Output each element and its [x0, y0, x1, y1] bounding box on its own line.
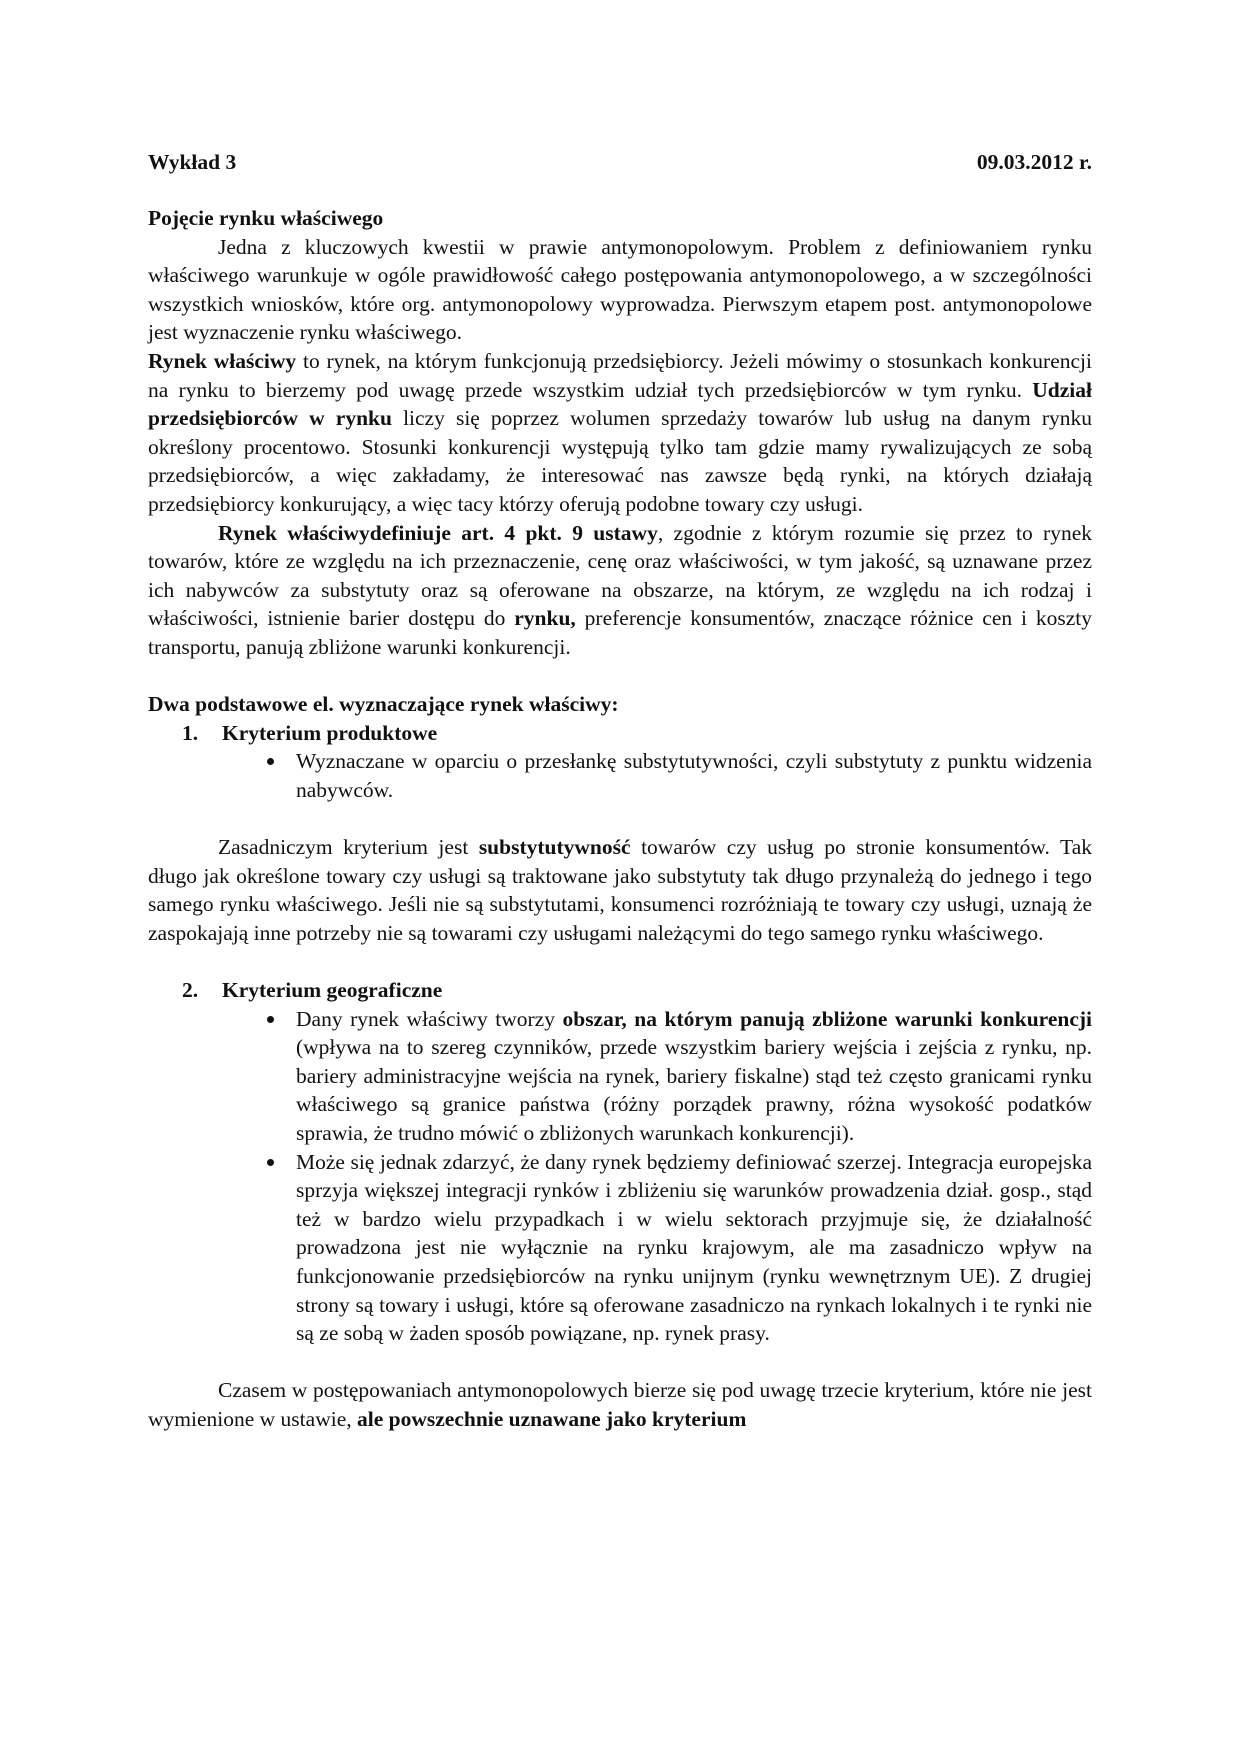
paragraph-substitutability: Zasadniczym kryterium jest substytutywność towarów czy usług po stronie konsumentów. Tak długo jak określone towary czy usługi są traktowane jako substytuty tak długo przynależą do jednego i tego samego rynku właściwego. Jeśli nie są substytutami, konsumenci rozróżniają te towary czy usługi, uznają że zaspokajają inne potrzeby nie są towarami czy usługami należącymi do tego samego rynku właściwego.: [148, 835, 1092, 945]
term-market-share: Udział przedsiębiorców w rynku: [148, 377, 1092, 431]
product-criterion-bullets: [148, 747, 1092, 804]
bullet-icon: [258, 1148, 296, 1348]
paragraph-relevant-market-definition: Rynek właściwy to rynek, na którym funkcjonują przedsiębiorcy. Jeżeli mówimy o stosunkach konkurencji na rynku to bierzemy pod uwagę przede wszystkim udział tych przedsiębiorców w tym rynku. Udział przedsiębiorców w rynku liczy się poprzez wolumen sprzedaży towarów lub usług na danym rynku określony procentowo. Stosunki konkurencji występują tylko tam gdzie mamy rywalizujących ze sobą przedsiębiorców, a więc zakładamy, że interesować nas zawsze będą rynki, na których działają przedsiębiorcy konkurujący, a więc tacy którzy oferują podobne towary czy usługi.: [148, 348, 1092, 516]
list-item: Dany rynek właściwy tworzy obszar, na którym panują zbliżone warunki konkurencji (wpływa na to szereg czynników, przede wszystkim bariery wejścia i zejścia z rynku, np. bariery administracyjne wejścia na rynek, bariery fiskalne) stąd też często granicami rynku właściwego są granice państwa (różny porządek prawny, różna wysokość podatków sprawia, że trudno mówić o zbliżonych warunkach konkurencji).: [148, 1005, 1092, 1148]
paragraph-statute-definition: Rynek właściwydefiniuje art. 4 pkt. 9 ustawy, zgodnie z którym rozumie się przez to rynek towarów, które ze względu na ich przeznaczenie, cenę oraz właściwości, w tym jakość, są uznawane przez ich nabywców za substytuty oraz są oferowane na obszarze, na którym, ze względu na ich rodzaj i właściwości, istnienie barier dostępu do rynku, preferencje konsumentów, znaczące różnice cen i koszty transportu, panują zbliżone warunki konkurencji.: [148, 520, 1093, 659]
term-relevant-market: Rynek właściwy: [148, 348, 297, 373]
criterion-heading-geographic: 2. Kryterium geograficzne: [182, 978, 443, 1003]
paragraph-intro: Jedna z kluczowych kwestii w prawie antymonopolowym. Problem z definiowaniem rynku właściwego warunkuje w ogóle prawidłowość całego postępowania antymonopolowego, a w szczególności wszystkich wniosków, które org. antymonopolowy wyprowadza. Pierwszym etapem post. antymonopolowe jest wyznaczenie rynku właściwego.: [148, 234, 1092, 345]
paragraph-third-criterion: Czasem w postępowaniach antymonopolowych bierze się pod uwagę trzecie kryterium, które nie jest wymienione w ustawie, ale powszechnie uznawane jako kryterium: [148, 1378, 1092, 1431]
term-area-similar-conditions: obszar, na którym panują zbliżone warunki konkurencji: [562, 1006, 1092, 1031]
term-substitutability: substytutywność: [478, 835, 631, 860]
lecture-date: 09.03.2012 r.: [976, 150, 1092, 174]
term-statute-reference: Rynek właściwydefiniuje art. 4 pkt. 9 ustawy: [218, 520, 658, 545]
bullet-icon: [258, 747, 296, 804]
lecture-number: Wykład 3: [148, 150, 237, 174]
section-title-relevant-market: Pojęcie rynku właściwego: [148, 206, 384, 230]
document-page: [148, 148, 1092, 1434]
bullet-icon: [258, 1005, 296, 1148]
list-item: Może się jednak zdarzyć, że dany rynek będziemy definiować szerzej. Integracja europejska sprzyja większej integracji rynków i zbliżeniu się warunków prowadzenia dział. gosp., stąd też w bardzo wielu przypadkach i w wielu sektorach przyjmuje się, że działalność prowadzona jest nie wyłącznie na rynku krajowym, ale ma zasadniczo wpływ na funkcjonowanie przedsiębiorców na rynku unijnym (rynku wewnętrznym UE). Z drugiej strony są towary i usługi, które są oferowane zasadniczo na rynkach lokalnych i te rynki nie są ze sobą w żaden sposób powiązane, np. rynek prasy.: [148, 1148, 1092, 1348]
document-header: [148, 148, 1092, 176]
criterion-heading-product: 1. Kryterium produktowe: [182, 720, 438, 745]
geographic-criterion-bullets: [148, 1005, 1092, 1348]
list-item: Wyznaczane w oparciu o przesłankę substytutywności, czyli substytuty z punktu widzenia nabywców.: [148, 747, 1092, 804]
section-title-two-elements: Dwa podstawowe el. wyznaczające rynek właściwy:: [148, 692, 619, 717]
